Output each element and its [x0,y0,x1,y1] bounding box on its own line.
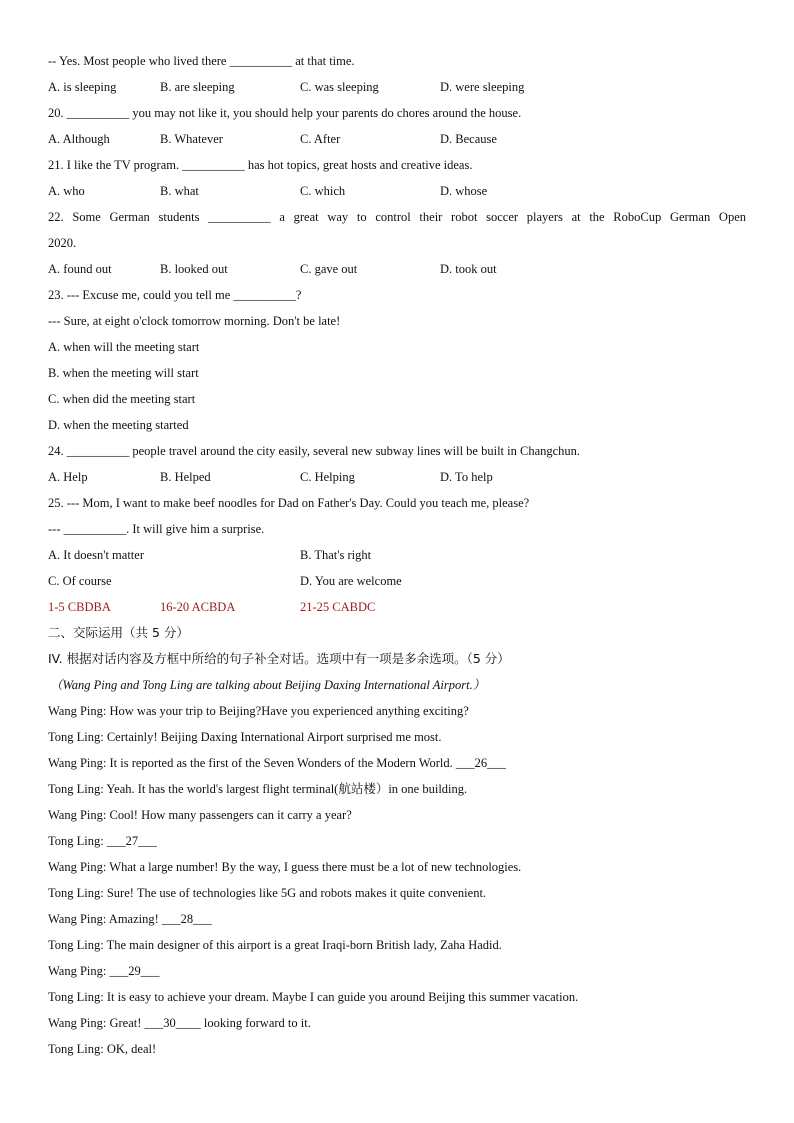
dialogue-line: Tong Ling: OK, deal! [48,1042,157,1056]
q23-option-d[interactable]: D. when the meeting started [48,418,189,432]
dialogue-line-blank-27: Tong Ling: ___27___ [48,834,157,848]
q23-option-c[interactable]: C. when did the meeting start [48,392,196,406]
dialogue-line-blank-26: Wang Ping: It is reported as the first of the Seven Wonders of the Modern World. ___26___ [48,756,506,770]
dialogue-line: Tong Ling: It is easy to achieve your dream. Maybe I can guide you around Beijing this summer vacation. [48,990,579,1004]
dialogue-line-blank-30: Wang Ping: Great! ___30____ looking forward to it. [48,1016,311,1030]
option-c[interactable]: C. Helping [300,470,355,484]
q19-dialogue-line: -- Yes. Most people who lived there __________ at that time. [48,54,355,68]
dialogue-line: Tong Ling: Sure! The use of technologies like 5G and robots makes it quite convenient. [48,886,487,900]
option-a[interactable]: A. found out [48,262,112,276]
option-c[interactable]: C. which [300,184,346,198]
dialogue-line: Tong Ling: Yeah. It has the world's largest flight terminal(航站楼）in one building. [48,782,468,796]
option-a[interactable]: A. Although [48,132,110,146]
dialogue-line-blank-29: Wang Ping: ___29___ [48,964,160,978]
option-c[interactable]: C. gave out [300,262,358,276]
answer-key [48,599,746,615]
dialogue-line: Wang Ping: What a large number! By the way, I guess there must be a lot of new technologies. [48,860,522,874]
q19-options [48,79,746,95]
q23-reply: --- Sure, at eight o'clock tomorrow morning. Don't be late! [48,314,341,328]
section-instruction: IV. 根据对话内容及方框中所给的句子补全对话。选项中有一项是多余选项。（5 分） [48,651,510,666]
option-a[interactable]: A. who [48,184,85,198]
answer-group-3: 21-25 CABDC [300,600,376,614]
option-d[interactable]: D. You are welcome [300,574,402,588]
dialogue-line: Tong Ling: The main designer of this airport is a great Iraqi-born British lady, Zaha Hadid. [48,938,502,952]
q25-options-row1 [48,547,746,563]
option-b[interactable]: B. what [160,184,199,198]
q20-stem: 20. __________ you may not like it, you should help your parents do chores around the house. [48,106,522,120]
option-b[interactable]: B. Whatever [160,132,223,146]
q21-stem: 21. I like the TV program. __________ has hot topics, great hosts and creative ideas. [48,158,473,172]
dialogue-line: Tong Ling: Certainly! Beijing Daxing International Airport surprised me most. [48,730,442,744]
q24-options [48,469,746,485]
option-c[interactable]: C. was sleeping [300,80,379,94]
q25-stem: 25. --- Mom, I want to make beef noodles for Dad on Father's Day. Could you teach me, please? [48,496,530,510]
option-d[interactable]: D. To help [440,470,493,484]
option-a[interactable]: A. is sleeping [48,80,117,94]
dialogue-line: Wang Ping: Cool! How many passengers can it carry a year? [48,808,352,822]
option-d[interactable]: D. took out [440,262,497,276]
dialogue-line-blank-28: Wang Ping: Amazing! ___28___ [48,912,212,926]
option-c[interactable]: C. After [300,132,341,146]
q20-options [48,131,746,147]
answer-group-2: 16-20 ACBDA [160,600,236,614]
option-b[interactable]: B. looked out [160,262,228,276]
dialogue-context: （Wang Ping and Tong Ling are talking about Beijing Daxing International Airport.） [50,678,486,692]
section-title: 二、交际运用（共 5 分） [48,625,189,640]
option-c[interactable]: C. Of course [48,574,112,588]
q23-option-b[interactable]: B. when the meeting will start [48,366,199,380]
q23-option-a[interactable]: A. when will the meeting start [48,340,200,354]
option-d[interactable]: D. were sleeping [440,80,525,94]
q23-stem: 23. --- Excuse me, could you tell me __________? [48,288,302,302]
option-b[interactable]: B. That's right [300,548,372,562]
q22-stem: 22. Some German students __________ a great way to control their robot soccer players at the RoboCup German Open [48,210,746,224]
q25-options-row2 [48,573,746,589]
q24-stem: 24. __________ people travel around the city easily, several new subway lines will be built in Changchun. [48,444,581,458]
dialogue-line: Wang Ping: How was your trip to Beijing?Have you experienced anything exciting? [48,704,469,718]
q25-reply: --- __________. It will give him a surprise. [48,522,265,536]
answer-group-1: 1-5 CBDBA [48,600,111,614]
q22-options [48,261,746,277]
option-a[interactable]: A. Help [48,470,88,484]
q22-stem-continued: 2020. [48,236,77,250]
option-d[interactable]: D. Because [440,132,497,146]
q21-options [48,183,746,199]
option-b[interactable]: B. Helped [160,470,211,484]
option-a[interactable]: A. It doesn't matter [48,548,144,562]
option-d[interactable]: D. whose [440,184,488,198]
option-b[interactable]: B. are sleeping [160,80,235,94]
